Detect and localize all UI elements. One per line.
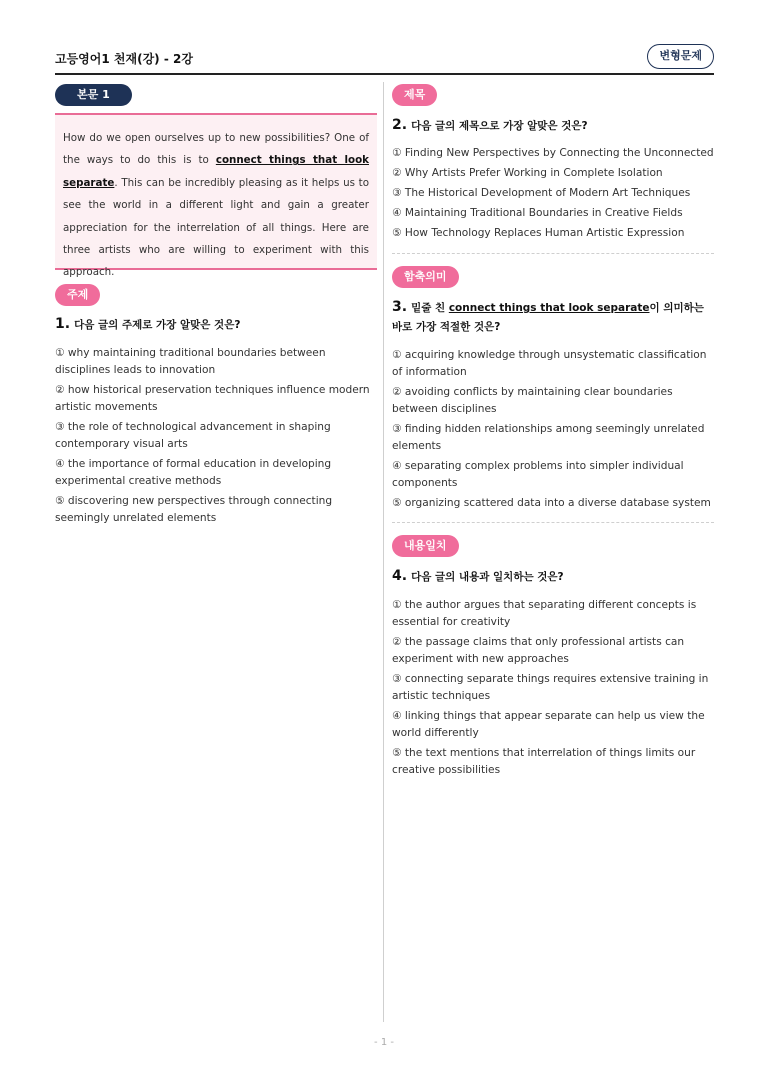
choice-item[interactable]: ⑤ the text mentions that interrelation of things limits our creative possibilities (392, 747, 696, 776)
choice-item[interactable]: ④ the importance of formal education in developing experimental creative methods (55, 458, 332, 487)
choice-item[interactable]: ① acquiring knowledge through unsystematic classification of information (392, 349, 707, 378)
question-1-choices (55, 345, 377, 530)
question-2-choices (392, 145, 714, 245)
question-3-underlined: connect things that look separate (448, 302, 650, 314)
choice-item[interactable]: ② how historical preservation techniques influence modern artistic movements (55, 384, 370, 413)
question-2-number: 2. (392, 117, 408, 133)
choice-item[interactable]: ② Why Artists Prefer Working in Complete Isolation (392, 167, 663, 179)
choice-item[interactable]: ④ linking things that appear separate can help us view the world differently (392, 710, 705, 739)
section-divider (392, 253, 714, 254)
tag-title: 제목 (392, 84, 437, 106)
choice-item[interactable]: ⑤ organizing scattered data into a diverse database system (392, 497, 711, 509)
choice-item[interactable]: ④ Maintaining Traditional Boundaries in Creative Fields (392, 207, 683, 219)
passage-label: 본문 1 (55, 84, 132, 106)
tag-content-match: 내용일치 (392, 535, 459, 557)
page-number: - 1 - (374, 1037, 394, 1048)
document-title: 고등영어1 천재(강) - 2강 (55, 52, 193, 66)
question-3-choices (392, 347, 714, 515)
choice-item[interactable]: ⑤ How Technology Replaces Human Artistic Expression (392, 227, 685, 239)
choice-item[interactable]: ⑤ discovering new perspectives through connecting seemingly unrelated elements (55, 495, 333, 524)
question-4-text: 다음 글의 내용과 일치하는 것은? (411, 571, 564, 583)
passage-text-after: . This can be incredibly pleasing as it helps us to see the world in a different light and gain a greater appreciation for the interrelation of all things. Here are three artists who are willing to experiment with this approach. (63, 176, 369, 279)
question-3-prefix: 밑줄 친 (411, 302, 449, 314)
question-3-suffix: 이 의미하는 바로 가장 적절한 것은? (392, 302, 704, 333)
choice-item[interactable]: ① Finding New Perspectives by Connecting the Unconnected (392, 147, 714, 159)
choice-item[interactable]: ③ the role of technological advancement in shaping contemporary visual arts (55, 421, 331, 450)
question-3-number: 3. (392, 299, 408, 315)
question-1-prompt (55, 315, 377, 335)
question-4-prompt (392, 567, 714, 587)
question-2-prompt (392, 116, 714, 136)
problem-type-badge: 변형문제 (647, 44, 714, 69)
choice-item[interactable]: ① the author argues that separating different concepts is essential for creativity (392, 599, 697, 628)
question-3-prompt (392, 298, 714, 337)
tag-implied-meaning: 함축의미 (392, 266, 459, 288)
choice-item[interactable]: ③ The Historical Development of Modern Art Techniques (392, 187, 691, 199)
choice-item[interactable]: ② the passage claims that only professional artists can experiment with new approaches (392, 636, 685, 665)
passage-highlight: connect things that look separate (63, 154, 369, 189)
choice-item[interactable]: ④ separating complex problems into simpler individual components (392, 460, 684, 489)
choice-item[interactable]: ② avoiding conflicts by maintaining clear boundaries between disciplines (392, 386, 673, 415)
column-divider (383, 82, 384, 1022)
question-4-choices (392, 597, 714, 782)
question-1-number: 1. (55, 316, 71, 332)
question-4-number: 4. (392, 568, 408, 584)
section-divider (392, 522, 714, 523)
passage-box (55, 113, 377, 279)
question-2-text: 다음 글의 제목으로 가장 알맞은 것은? (411, 120, 588, 132)
choice-item[interactable]: ③ connecting separate things requires extensive training in artistic techniques (392, 673, 709, 702)
question-1-text: 다음 글의 주제로 가장 알맞은 것은? (74, 319, 241, 331)
choice-item[interactable]: ① why maintaining traditional boundaries between disciplines leads to innovation (55, 347, 326, 376)
passage-text (63, 127, 369, 284)
passage-text-before: How do we open ourselves up to new possibilities? One of the ways to do this is to (63, 132, 369, 167)
page-header (55, 44, 714, 75)
tag-topic: 주제 (55, 284, 100, 306)
choice-item[interactable]: ③ finding hidden relationships among seemingly unrelated elements (392, 423, 705, 452)
